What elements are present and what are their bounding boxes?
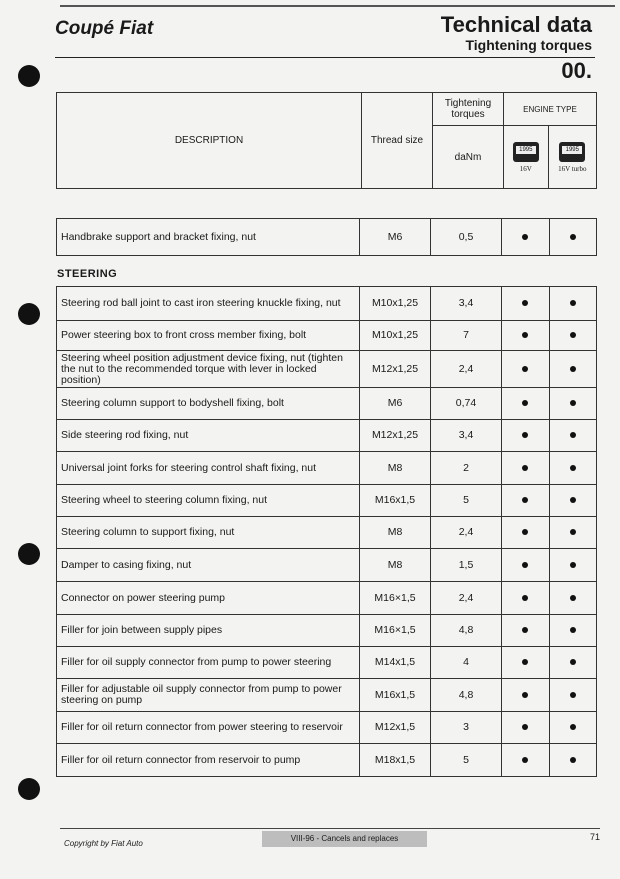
bullet-icon <box>570 724 576 730</box>
row-description: Connector on power steering pump <box>57 582 360 615</box>
bullet-icon <box>522 529 528 535</box>
engine-icon: 1995 <box>559 142 585 162</box>
row-torque: 0,74 <box>431 388 502 420</box>
row-thread: M12x1,25 <box>360 351 431 388</box>
row-torque: 4 <box>431 647 502 679</box>
row-engine-1 <box>502 321 550 351</box>
table-row <box>57 549 597 582</box>
engine-icon: 1995 <box>513 142 539 162</box>
row-description: Filler for oil return connector from reservoir to pump <box>57 744 360 777</box>
bullet-icon <box>570 595 576 601</box>
row-description: Handbrake support and bracket fixing, nut <box>57 219 360 256</box>
bullet-icon <box>570 366 576 372</box>
row-description: Side steering rod fixing, nut <box>57 420 360 452</box>
row-engine-1 <box>502 351 550 388</box>
row-engine-2 <box>549 351 597 388</box>
row-torque: 3,4 <box>431 420 502 452</box>
bullet-icon <box>522 757 528 763</box>
row-engine-1 <box>502 517 550 549</box>
row-torque: 4,8 <box>431 679 502 712</box>
punch-hole <box>18 303 40 325</box>
punch-hole <box>18 65 40 87</box>
row-engine-2 <box>549 219 597 256</box>
header-rule <box>55 57 595 58</box>
row-engine-1 <box>502 647 550 679</box>
row-thread: M18x1,5 <box>360 744 431 777</box>
row-engine-2 <box>549 287 597 321</box>
row-engine-2 <box>549 744 597 777</box>
bullet-icon <box>570 497 576 503</box>
bullet-icon <box>570 432 576 438</box>
bullet-icon <box>522 724 528 730</box>
bullet-icon <box>522 562 528 568</box>
page-number: 71 <box>590 832 601 842</box>
row-description: Damper to casing fixing, nut <box>57 549 360 582</box>
row-description: Steering wheel to steering column fixing, nut <box>57 485 360 517</box>
row-engine-2 <box>549 485 597 517</box>
row-thread: M12x1,25 <box>360 420 431 452</box>
punch-hole <box>18 543 40 565</box>
row-engine-2 <box>549 321 597 351</box>
bullet-icon <box>522 432 528 438</box>
row-description: Filler for join between supply pipes <box>57 615 360 647</box>
table-row <box>57 321 597 351</box>
handbrake-table <box>56 218 597 256</box>
table-row <box>57 219 597 256</box>
table-row <box>57 582 597 615</box>
bullet-icon <box>570 627 576 633</box>
bullet-icon <box>522 497 528 503</box>
engine-type-header: ENGINE TYPE <box>504 93 597 126</box>
row-thread: M16×1,5 <box>360 615 431 647</box>
bullet-icon <box>522 300 528 306</box>
row-engine-2 <box>549 647 597 679</box>
bullet-icon <box>522 595 528 601</box>
row-engine-2 <box>549 679 597 712</box>
row-thread: M10x1,25 <box>360 287 431 321</box>
row-engine-2 <box>549 582 597 615</box>
bullet-icon <box>522 627 528 633</box>
engine-label: 16V turbo <box>558 164 587 173</box>
bullet-icon <box>522 234 528 240</box>
row-thread: M10x1,25 <box>360 321 431 351</box>
bullet-icon <box>522 366 528 372</box>
bullet-icon <box>570 562 576 568</box>
description-header: DESCRIPTION <box>57 93 362 189</box>
row-engine-1 <box>502 452 550 485</box>
footer-rule <box>60 828 600 829</box>
bullet-icon <box>522 659 528 665</box>
top-rule <box>60 5 615 7</box>
row-engine-2 <box>549 549 597 582</box>
engine-col-2 <box>548 126 596 189</box>
table-row <box>57 744 597 777</box>
row-thread: M8 <box>360 549 431 582</box>
row-engine-1 <box>502 679 550 712</box>
row-engine-1 <box>502 420 550 452</box>
row-torque: 1,5 <box>431 549 502 582</box>
torques-header: Tightening torques <box>433 93 504 126</box>
row-engine-1 <box>502 287 550 321</box>
thread-size-header: Thread size <box>362 93 433 189</box>
row-thread: M8 <box>360 452 431 485</box>
bullet-icon <box>570 234 576 240</box>
row-torque: 3 <box>431 712 502 744</box>
table-row <box>57 712 597 744</box>
bullet-icon <box>570 300 576 306</box>
bullet-icon <box>570 465 576 471</box>
row-thread: M8 <box>360 517 431 549</box>
row-torque: 2,4 <box>431 351 502 388</box>
table-row <box>57 517 597 549</box>
row-thread: M6 <box>360 388 431 420</box>
bullet-icon <box>522 692 528 698</box>
table-row <box>57 452 597 485</box>
row-thread: M16x1,5 <box>360 679 431 712</box>
row-torque: 5 <box>431 744 502 777</box>
section-heading-steering: STEERING <box>57 268 118 280</box>
row-description: Steering column to support fixing, nut <box>57 517 360 549</box>
table-row <box>57 485 597 517</box>
section-number: 00. <box>561 58 592 83</box>
bullet-icon <box>522 400 528 406</box>
row-description: Power steering box to front cross member fixing, bolt <box>57 321 360 351</box>
row-torque: 0,5 <box>431 219 502 256</box>
row-engine-1 <box>502 615 550 647</box>
row-description: Steering rod ball joint to cast iron steering knuckle fixing, nut <box>57 287 360 321</box>
row-description: Filler for oil supply connector from pump to power steering <box>57 647 360 679</box>
row-description: Universal joint forks for steering control shaft fixing, nut <box>57 452 360 485</box>
bullet-icon <box>570 400 576 406</box>
table-row <box>57 420 597 452</box>
row-thread: M12x1,5 <box>360 712 431 744</box>
row-torque: 4,8 <box>431 615 502 647</box>
steering-table <box>56 286 597 777</box>
table-row <box>57 615 597 647</box>
bullet-icon <box>570 692 576 698</box>
row-engine-2 <box>549 388 597 420</box>
row-torque: 2,4 <box>431 582 502 615</box>
table-row <box>57 351 597 388</box>
punch-hole <box>18 778 40 800</box>
bullet-icon <box>522 332 528 338</box>
row-engine-2 <box>549 420 597 452</box>
bullet-icon <box>570 757 576 763</box>
row-thread: M16x1,5 <box>360 485 431 517</box>
revision-stamp: VIII-96 - Cancels and replaces <box>262 831 427 847</box>
row-engine-1 <box>502 485 550 517</box>
row-torque: 3,4 <box>431 287 502 321</box>
copyright: Copyright by Fiat Auto <box>64 839 143 848</box>
row-engine-1 <box>502 582 550 615</box>
row-engine-2 <box>549 517 597 549</box>
row-thread: M6 <box>360 219 431 256</box>
row-description: Steering column support to bodyshell fixing, bolt <box>57 388 360 420</box>
unit-header: daNm <box>433 126 504 189</box>
table-row <box>57 647 597 679</box>
table-row <box>57 287 597 321</box>
row-torque: 2 <box>431 452 502 485</box>
row-engine-1 <box>502 712 550 744</box>
page-subtitle: Tightening torques <box>465 37 592 53</box>
row-engine-2 <box>549 712 597 744</box>
row-torque: 5 <box>431 485 502 517</box>
engine-label: 16V <box>519 164 532 173</box>
row-engine-1 <box>502 549 550 582</box>
bullet-icon <box>570 529 576 535</box>
bullet-icon <box>522 465 528 471</box>
row-engine-2 <box>549 452 597 485</box>
row-engine-2 <box>549 615 597 647</box>
row-thread: M14x1,5 <box>360 647 431 679</box>
bullet-icon <box>570 659 576 665</box>
row-torque: 2,4 <box>431 517 502 549</box>
row-description: Filler for oil return connector from power steering to reservoir <box>57 712 360 744</box>
row-engine-1 <box>502 219 550 256</box>
table-row <box>57 679 597 712</box>
row-thread: M16×1,5 <box>360 582 431 615</box>
page-title: Technical data <box>440 12 592 37</box>
header-table <box>56 92 597 189</box>
row-engine-1 <box>502 388 550 420</box>
row-description: Filler for adjustable oil supply connector from pump to power steering on pump <box>57 679 360 712</box>
row-torque: 7 <box>431 321 502 351</box>
brand-title: Coupé Fiat <box>55 18 154 39</box>
row-engine-1 <box>502 744 550 777</box>
table-row <box>57 388 597 420</box>
row-description: Steering wheel position adjustment device fixing, nut (tighten the nut to the recommended torque with lever in locked position) <box>57 351 360 388</box>
bullet-icon <box>570 332 576 338</box>
engine-col-1 <box>504 126 549 189</box>
